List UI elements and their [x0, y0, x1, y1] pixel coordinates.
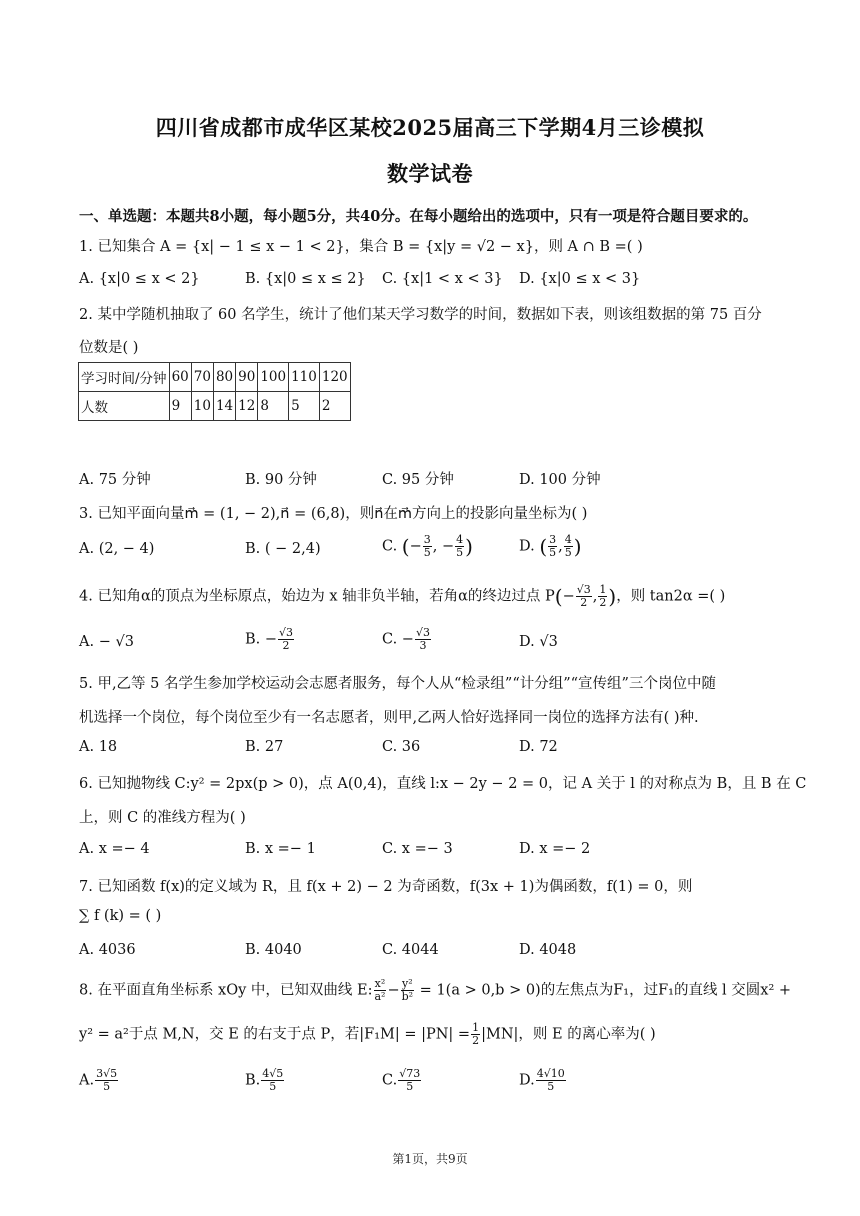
q8-option-a: A. $\frac{3√5}{5}$	[79, 1067, 118, 1093]
question-6-line2: 上，则 C 的准线方程为( )	[79, 810, 246, 826]
table-cell: 5	[289, 392, 320, 421]
q8-option-d: D. $\frac{4√10}{5}$	[519, 1067, 565, 1093]
question-3: 3. 已知平面向量m⃗ = (1, − 2),n⃗ = (6,8)，则n⃗在m⃗方向上的投影向量坐标为( )	[79, 506, 588, 522]
question-1: 1. 已知集合 A = {x| − 1 ≤ x − 1 < 2}，集合 B = {x|y = √2 − x}，则 A ∩ B =( )	[79, 239, 643, 255]
table-cell: 2	[319, 392, 350, 421]
q2-option-b: B. 90 分钟	[245, 472, 317, 488]
question-4-text: 4. 已知角α的顶点为坐标原点，始边为 x 轴非负半轴，若角α的终边过点 P	[79, 588, 555, 605]
table-cell: 14	[213, 392, 235, 421]
table-cell: 8	[258, 392, 289, 421]
table-row	[79, 363, 351, 392]
table-cell: 10	[191, 392, 213, 421]
q1-option-a: A. {x|0 ≤ x < 2}	[79, 271, 200, 287]
table-cell: 80	[213, 363, 235, 392]
table-cell: 学习时间/分钟	[79, 363, 170, 392]
q6-option-c: C. x =− 3	[382, 841, 453, 857]
question-5-line2: 机选择一个岗位，每个岗位至少有一名志愿者，则甲,乙两人恰好选择同一岗位的选择方法有( )种.	[79, 710, 699, 726]
question-8-text: 8. 在平面直角坐标系 xOy 中，已知双曲线 E:	[79, 982, 373, 999]
section-heading: 一、单选题：本题共8小题，每小题5分，共40分。在每小题给出的选项中，只有一项是符合题目要求的。	[79, 208, 758, 225]
q4-option-c: C. − $\frac{√3}{3}$	[382, 626, 430, 652]
q5-option-c: C. 36	[382, 739, 421, 755]
question-4: 4. 已知角α的顶点为坐标原点，始边为 x 轴非负半轴，若角α的终边过点 P(− $\frac{√3}{2}$ , $\frac{1}{2}$ )，则 tan2α =( )	[79, 583, 726, 609]
q5-option-a: A. 18	[79, 739, 118, 755]
question-8-text-mid: = 1(a > 0,b > 0)的左焦点为F₁，过F₁的直线 l 交圆x² +	[415, 982, 792, 999]
q3-option-c: C. (− $\frac{3}{5}$ , − $\frac{4}{5}$ )	[382, 533, 473, 559]
q7-option-c: C. 4044	[382, 942, 439, 958]
q6-option-a: A. x =− 4	[79, 841, 150, 857]
q4-option-d: D. √3	[519, 634, 558, 650]
table-cell: 9	[169, 392, 191, 421]
table-cell: 12	[236, 392, 258, 421]
q4-option-a: A. − √3	[79, 634, 134, 650]
q6-option-b: B. x =− 1	[245, 841, 316, 857]
question-8-line2: y² = a²于点 M,N，交 E 的右支于点 P，若|F₁M| = |PN| = $\frac{1}{2}$ |MN|，则 E 的离心率为( )	[79, 1021, 656, 1047]
question-6-line1: 6. 已知抛物线 C:y² = 2px(p > 0)，点 A(0,4)，直线 l:x − 2y − 2 = 0，记 A 关于 l 的对称点为 B，且 B 在 C	[79, 776, 807, 792]
question-7-line2	[79, 908, 161, 924]
q2-option-a: A. 75 分钟	[79, 472, 151, 488]
question-7-sum: ∑ f (k) = ( )	[79, 908, 162, 924]
question-2-line1: 2. 某中学随机抽取了 60 名学生，统计了他们某天学习数学的时间，数据如下表，则该组数据的第 75 百分	[79, 307, 762, 323]
question-7-line1: 7. 已知函数 f(x)的定义域为 R，且 f(x + 2) − 2 为奇函数，f(3x + 1)为偶函数，f(1) = 0，则	[79, 879, 693, 895]
question-4-text-end: ，则 tan2α =( )	[616, 588, 726, 605]
q8-option-b: B. $\frac{4√5}{5}$	[245, 1067, 284, 1093]
page-subtitle: 数学试卷	[387, 161, 473, 186]
q1-option-c: C. {x|1 < x < 3}	[382, 271, 503, 287]
q3-option-c-label: C.	[382, 538, 398, 555]
table-cell: 70	[191, 363, 213, 392]
question-2-line2: 位数是( )	[79, 340, 139, 356]
q3-option-b: B. ( − 2,4)	[245, 541, 321, 557]
question-8-text-end: |MN|，则 E 的离心率为( )	[481, 1026, 656, 1043]
q2-option-d: D. 100 分钟	[519, 472, 601, 488]
table-cell: 120	[319, 363, 350, 392]
q3-option-d-label: D.	[519, 538, 535, 555]
page-footer: 第1页，共9页	[392, 1152, 468, 1166]
q7-option-d: D. 4048	[519, 942, 577, 958]
study-time-table	[78, 362, 351, 421]
q7-option-b: B. 4040	[245, 942, 302, 958]
q3-option-d: D. ( $\frac{3}{5}$ , $\frac{4}{5}$ )	[519, 533, 582, 559]
q5-option-b: B. 27	[245, 739, 284, 755]
q8-option-c-label: C.	[382, 1072, 398, 1089]
q3-option-a: A. (2, − 4)	[79, 541, 155, 557]
table-cell: 人数	[79, 392, 170, 421]
question-8-line1: 8. 在平面直角坐标系 xOy 中，已知双曲线 E: $\frac{\text{x²}}{\text{a²}}$ − $\frac{\text{y²}}{\text{b²}}$ = 1(a > 0,b > 0)的左焦点为F₁，过F₁的直线 l 交圆x² +	[79, 977, 792, 1003]
q1-option-d: D. {x|0 ≤ x < 3}	[519, 271, 641, 287]
table-cell: 60	[169, 363, 191, 392]
table-cell: 90	[236, 363, 258, 392]
question-8-text-2: y² = a²于点 M,N，交 E 的右支于点 P，若|F₁M| = |PN| =	[79, 1026, 471, 1043]
table-cell: 100	[258, 363, 289, 392]
table-cell: 110	[289, 363, 320, 392]
q4-option-c-label: C. −	[382, 631, 414, 648]
q5-option-d: D. 72	[519, 739, 558, 755]
q4-option-b-label: B. −	[245, 631, 278, 648]
q7-option-a: A. 4036	[79, 942, 136, 958]
q8-option-c: C. $\frac{√73}{5}$	[382, 1067, 421, 1093]
q8-option-d-label: D.	[519, 1072, 535, 1089]
page-title: 四川省成都市成华区某校2025届高三下学期4月三诊模拟	[155, 115, 705, 140]
q2-option-c: C. 95 分钟	[382, 472, 454, 488]
q6-option-d: D. x =− 2	[519, 841, 591, 857]
q8-option-a-label: A.	[79, 1072, 95, 1089]
q4-option-b: B. − $\frac{√3}{2}$	[245, 626, 294, 652]
table-row	[79, 392, 351, 421]
question-5-line1: 5. 甲,乙等 5 名学生参加学校运动会志愿者服务，每个人从“检录组”“计分组”“宣传组”三个岗位中随	[79, 676, 716, 692]
q1-option-b: B. {x|0 ≤ x ≤ 2}	[245, 271, 366, 287]
q8-option-b-label: B.	[245, 1072, 261, 1089]
